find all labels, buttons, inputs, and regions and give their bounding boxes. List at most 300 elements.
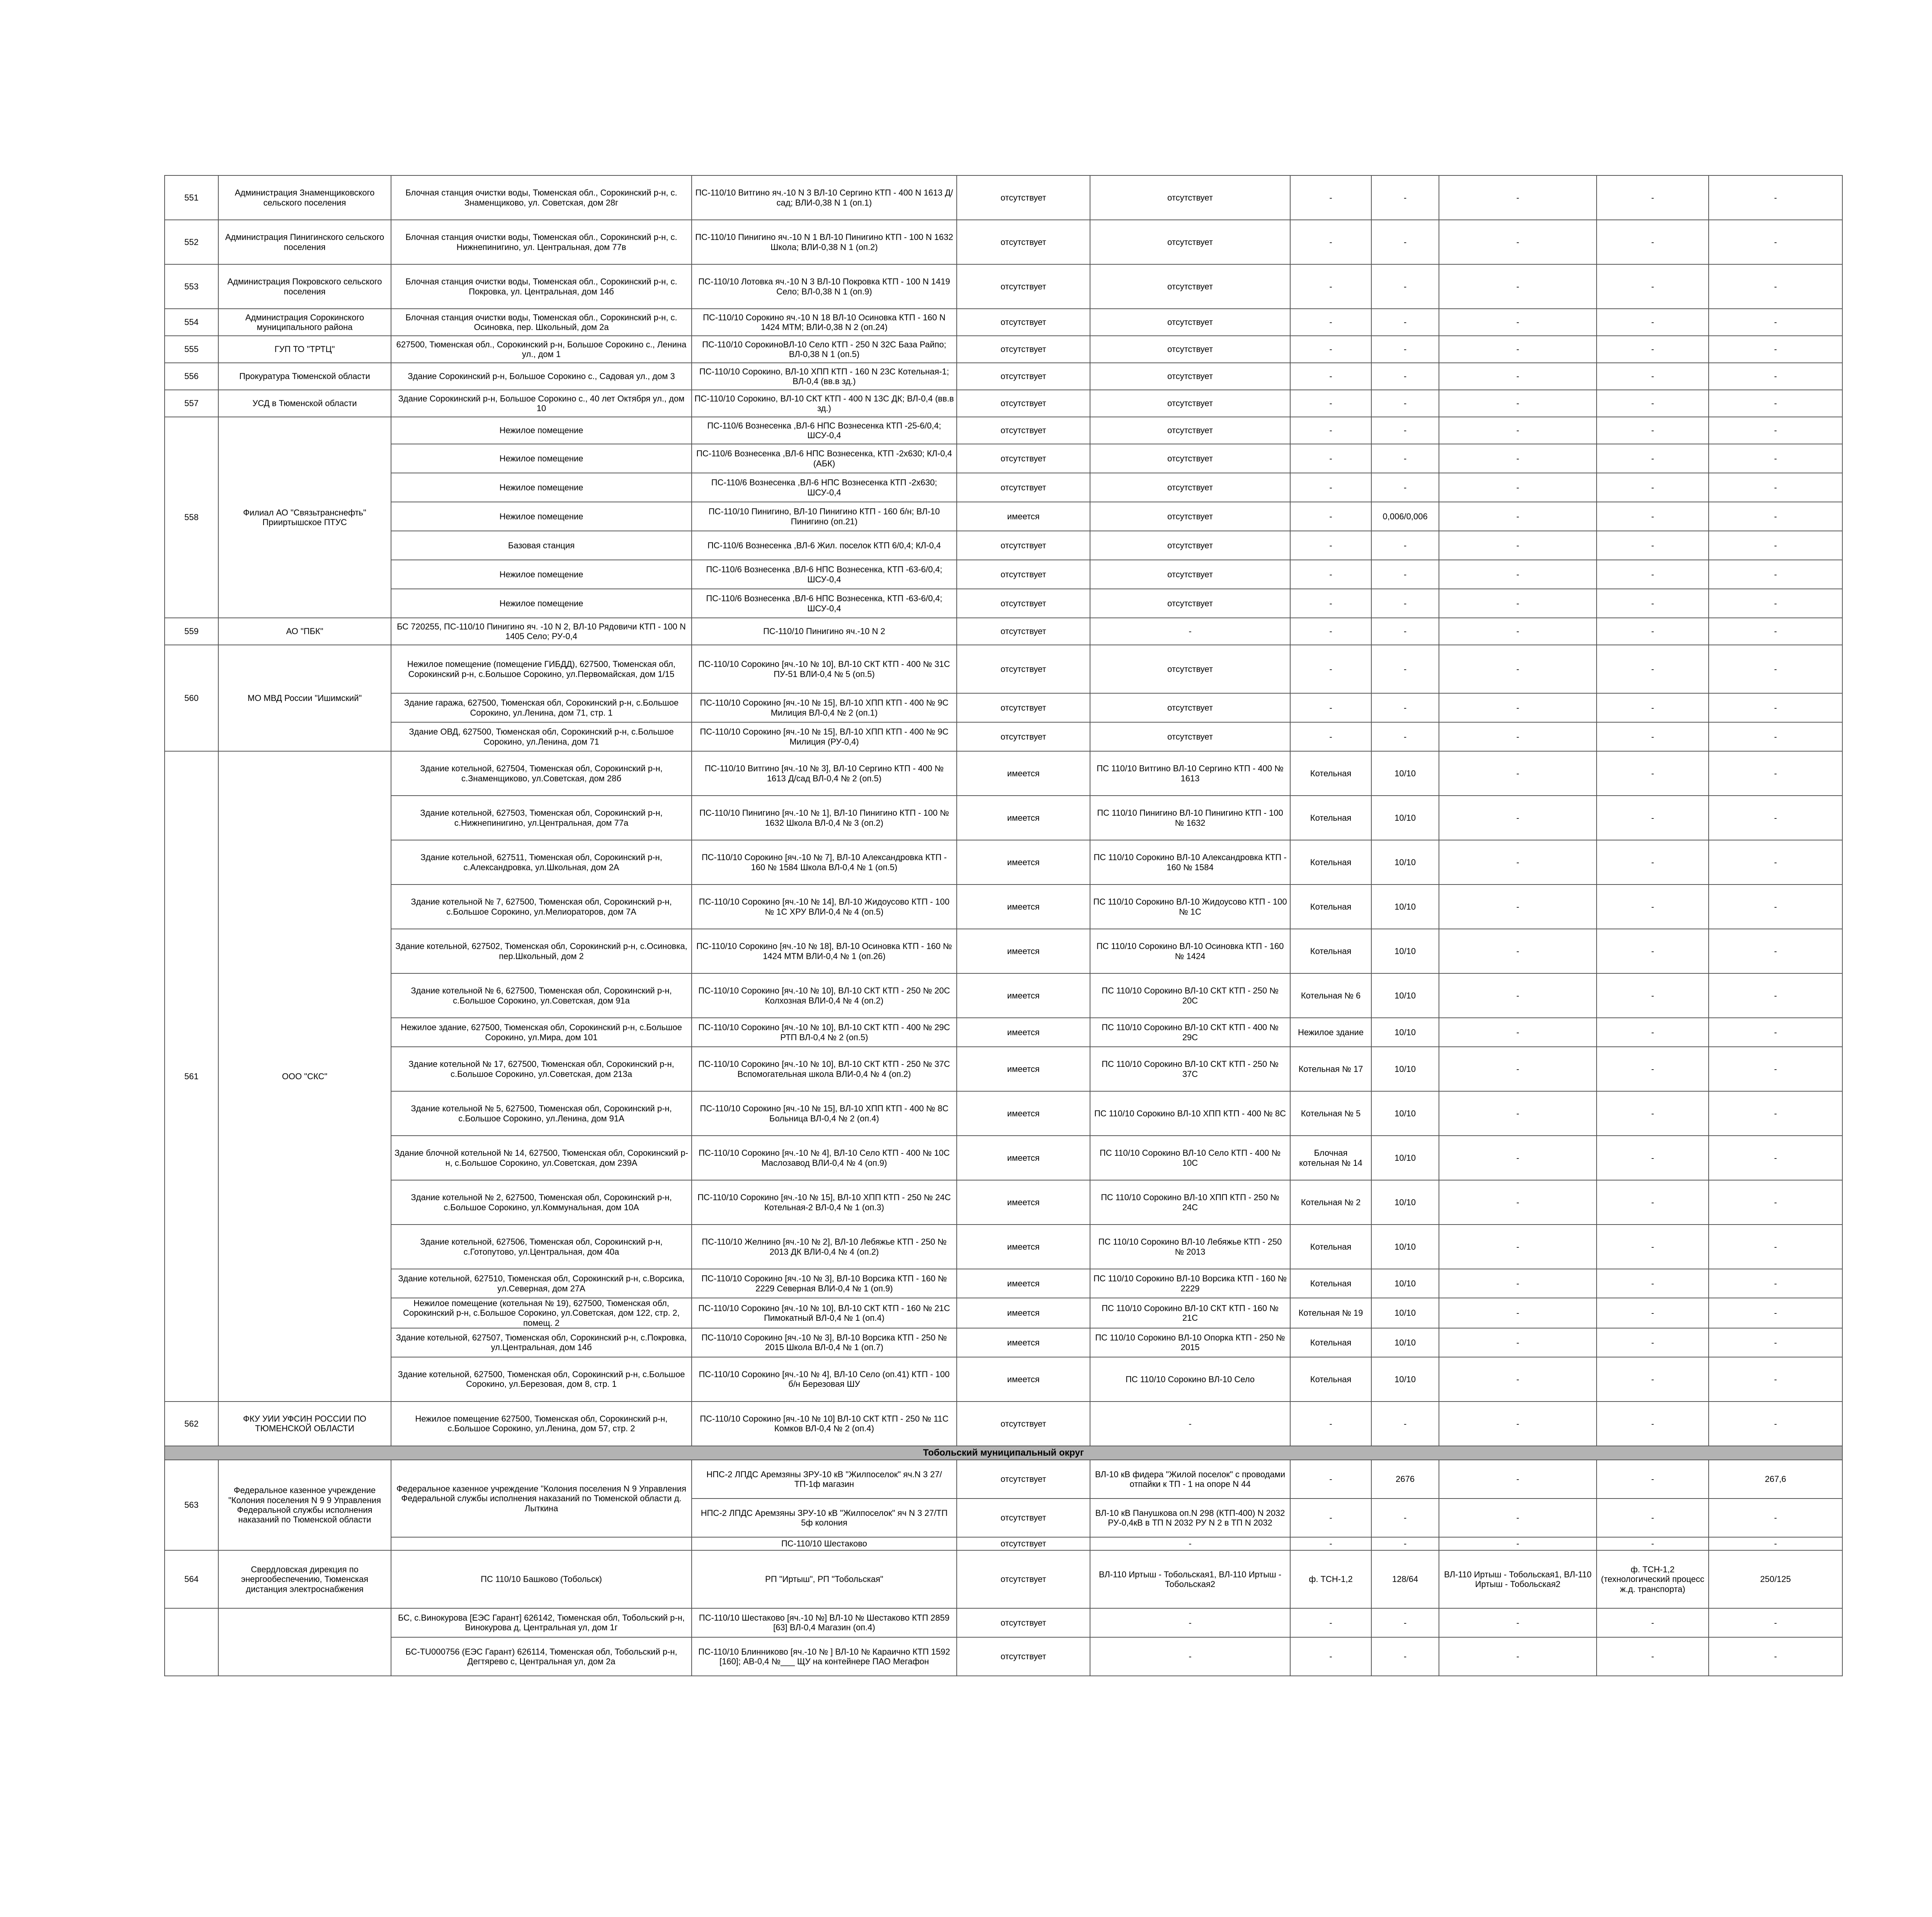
value-cell: - <box>1439 220 1597 264</box>
organization-cell: Администрация Знаменщиковского сельского поселения <box>218 175 391 220</box>
value-cell: ПС 110/10 Сорокино ВЛ-10 Александровка КТП - 160 № 1584 <box>1090 840 1290 885</box>
value-cell: - <box>1439 1298 1597 1328</box>
value-cell: - <box>1371 1637 1439 1676</box>
value-cell: - <box>1597 1357 1709 1402</box>
value-cell: - <box>1597 1269 1709 1298</box>
value-cell: ПС 110/10 Сорокино ВЛ-10 СКТ КТП - 250 № 37С <box>1090 1047 1290 1091</box>
feed-point-cell: ПС-110/10 Витгино яч.-10 N 3 ВЛ-10 Сергино КТП - 400 N 1613 Д/сад; ВЛИ-0,38 N 1 (оп.1) <box>692 175 957 220</box>
object-cell: Федеральное казенное учреждение "Колония поселения N 9 Управления Федеральной службы исполнения наказаний по Тюменской области д. Лыткина <box>391 1460 692 1537</box>
value-cell: - <box>1597 1018 1709 1047</box>
value-cell: отсутствует <box>957 645 1090 693</box>
value-cell: отсутствует <box>957 1637 1090 1676</box>
value-cell: - <box>1439 1136 1597 1180</box>
value-cell: ПС 110/10 Сорокино ВЛ-10 ХПП КТП - 250 № 24С <box>1090 1180 1290 1225</box>
value-cell: - <box>1597 1608 1709 1637</box>
value-cell: - <box>1597 309 1709 336</box>
organization-cell: Федеральное казенное учреждение "Колония поселения N 9 9 Управления Федеральной службы исполнения наказаний по Тюменской области <box>218 1460 391 1550</box>
value-cell: - <box>1371 1402 1439 1446</box>
value-cell: - <box>1709 693 1842 722</box>
value-cell: отсутствует <box>1090 390 1290 417</box>
organization-cell: УСД в Тюменской области <box>218 390 391 417</box>
organization-cell: Администрация Сорокинского муниципального района <box>218 309 391 336</box>
table-row <box>165 1608 1842 1637</box>
value-cell: - <box>1371 1608 1439 1637</box>
value-cell: отсутствует <box>1090 363 1290 390</box>
value-cell: - <box>1439 1499 1597 1537</box>
value-cell: ВЛ-10 кВ фидера "Жилой поселок" с проводами отпайки к ТП - 1 на опоре N 44 <box>1090 1460 1290 1499</box>
value-cell: - <box>1371 264 1439 309</box>
table-row <box>165 645 1842 693</box>
value-cell: - <box>1597 645 1709 693</box>
object-cell: БС-TU000756 (ЕЭС Гарант) 626114, Тюменская обл, Тобольский р-н, Дегтярево с, Центральная ул, дом 2а <box>391 1637 692 1676</box>
value-cell: ПС 110/10 Сорокино ВЛ-10 СКТ КТП - 400 № 29С <box>1090 1018 1290 1047</box>
value-cell: ПС 110/10 Сорокино ВЛ-10 СКТ КТП - 160 № 21С <box>1090 1298 1290 1328</box>
value-cell: отсутствует <box>957 1537 1090 1550</box>
value-cell: ПС 110/10 Сорокино ВЛ-10 ХПП КТП - 400 № 8С <box>1090 1091 1290 1136</box>
table-row <box>165 220 1842 264</box>
value-cell: - <box>1597 417 1709 444</box>
feed-point-cell: ПС-110/10 Сорокино [яч.-10 № 3], ВЛ-10 Ворсика КТП - 160 № 2229 Северная ВЛИ-0,4 № 1 (оп.9) <box>692 1269 957 1298</box>
row-number: 562 <box>165 1402 218 1446</box>
table-row <box>165 1047 1842 1091</box>
value-cell: - <box>1709 1180 1842 1225</box>
organization-cell: МО МВД России "Ишимский" <box>218 645 391 751</box>
value-cell: 10/10 <box>1371 1225 1439 1269</box>
value-cell: - <box>1597 1225 1709 1269</box>
value-cell: отсутствует <box>1090 560 1290 589</box>
value-cell: Котельная <box>1290 1269 1371 1298</box>
value-cell: - <box>1709 220 1842 264</box>
value-cell: - <box>1439 1091 1597 1136</box>
object-cell: Здание ОВД, 627500, Тюменская обл, Сорокинский р-н, с.Большое Сорокино, ул.Ленина, дом 71 <box>391 722 692 751</box>
value-cell: Котельная № 19 <box>1290 1298 1371 1328</box>
value-cell: - <box>1597 693 1709 722</box>
feed-point-cell: ПС-110/10 Блинниково [яч.-10 № ] ВЛ-10 № Караично КТП 1592 [160]; АВ-0,4 №___ ЩУ на контейнере ПАО Мегафон <box>692 1637 957 1676</box>
organization-cell: ФКУ УИИ УФСИН РОССИИ ПО ТЮМЕНСКОЙ ОБЛАСТИ <box>218 1402 391 1446</box>
table-row <box>165 1180 1842 1225</box>
value-cell: отсутствует <box>957 473 1090 502</box>
value-cell: Котельная № 5 <box>1290 1091 1371 1136</box>
value-cell: 10/10 <box>1371 929 1439 973</box>
value-cell: ПС 110/10 Сорокино ВЛ-10 Ворсика КТП - 160 № 2229 <box>1090 1269 1290 1298</box>
row-number: 556 <box>165 363 218 390</box>
organization-cell: АО "ПБК" <box>218 618 391 645</box>
value-cell: - <box>1439 973 1597 1018</box>
object-cell: Здание котельной № 5, 627500, Тюменская обл, Сорокинский р-н, с.Большое Сорокино, ул.Ленина, дом 91А <box>391 1091 692 1136</box>
value-cell: - <box>1439 1537 1597 1550</box>
value-cell: - <box>1597 336 1709 363</box>
value-cell: - <box>1597 560 1709 589</box>
table-row <box>165 531 1842 560</box>
value-cell: - <box>1290 1460 1371 1499</box>
table-row <box>165 1460 1842 1499</box>
value-cell: отсутствует <box>957 693 1090 722</box>
value-cell: - <box>1597 885 1709 929</box>
value-cell: - <box>1709 1637 1842 1676</box>
value-cell: - <box>1371 645 1439 693</box>
value-cell: отсутствует <box>957 220 1090 264</box>
value-cell: отсутствует <box>957 309 1090 336</box>
value-cell: - <box>1597 502 1709 531</box>
feed-point-cell: НПС-2 ЛПДС Аремзяны ЗРУ-10 кВ "Жилпоселок" яч.N 3 27/ТП-1ф магазин <box>692 1460 957 1499</box>
value-cell: имеется <box>957 1225 1090 1269</box>
value-cell: - <box>1371 336 1439 363</box>
value-cell: - <box>1439 1608 1597 1637</box>
value-cell: - <box>1709 264 1842 309</box>
organization-cell: ГУП ТО "ТРТЦ" <box>218 336 391 363</box>
feed-point-cell: ПС-110/10 Сорокино [яч.-10 № 14], ВЛ-10 Жидоусово КТП - 100 № 1С ХРУ ВЛИ-0,4 № 4 (оп.5) <box>692 885 957 929</box>
table-row <box>165 1402 1842 1446</box>
value-cell: - <box>1597 1637 1709 1676</box>
table-row <box>165 693 1842 722</box>
value-cell: - <box>1709 618 1842 645</box>
value-cell: - <box>1090 1537 1290 1550</box>
value-cell: - <box>1439 1402 1597 1446</box>
value-cell: 10/10 <box>1371 885 1439 929</box>
organization-cell: Прокуратура Тюменской области <box>218 363 391 390</box>
value-cell: Котельная <box>1290 751 1371 796</box>
value-cell: - <box>1709 502 1842 531</box>
value-cell: 10/10 <box>1371 1091 1439 1136</box>
feed-point-cell: ПС-110/6 Вознесенка ,ВЛ-6 НПС Вознесенка КТП -2х630; ШСУ-0,4 <box>692 473 957 502</box>
value-cell: отсутствует <box>957 417 1090 444</box>
row-number: 553 <box>165 264 218 309</box>
value-cell: - <box>1709 1298 1842 1328</box>
table-row <box>165 751 1842 796</box>
feed-point-cell: ПС-110/10 Сорокино [яч.-10 № 4], ВЛ-10 Село (оп.41) КТП - 100 б/н Березовая ШУ <box>692 1357 957 1402</box>
value-cell: 10/10 <box>1371 973 1439 1018</box>
table-row <box>165 722 1842 751</box>
value-cell: - <box>1371 589 1439 618</box>
value-cell: - <box>1290 1402 1371 1446</box>
row-number: 563 <box>165 1460 218 1550</box>
value-cell: - <box>1709 175 1842 220</box>
value-cell: - <box>1597 796 1709 840</box>
feed-point-cell: ПС-110/10 Сорокино [яч.-10 № 4], ВЛ-10 Село КТП - 400 № 10С Маслозавод ВЛИ-0,4 № 4 (оп.9) <box>692 1136 957 1180</box>
value-cell: - <box>1439 929 1597 973</box>
value-cell: - <box>1709 1047 1842 1091</box>
row-number: 551 <box>165 175 218 220</box>
value-cell: - <box>1371 390 1439 417</box>
value-cell: - <box>1709 885 1842 929</box>
value-cell: ПС 110/10 Сорокино ВЛ-10 Лебяжье КТП - 250 № 2013 <box>1090 1225 1290 1269</box>
value-cell: Нежилое здание <box>1290 1018 1371 1047</box>
value-cell: 10/10 <box>1371 1180 1439 1225</box>
object-cell: Нежилое помещение (котельная № 19), 627500, Тюменская обл, Сорокинский р-н, с.Большое Сорокино, ул.Советская, дом 122, стр. 2, помещ. 2 <box>391 1298 692 1328</box>
object-cell: Здание котельной, 627502, Тюменская обл, Сорокинский р-н, с.Осиновка, пер.Школьный, дом 2 <box>391 929 692 973</box>
value-cell: отсутствует <box>1090 473 1290 502</box>
value-cell: Котельная № 2 <box>1290 1180 1371 1225</box>
value-cell: 10/10 <box>1371 1357 1439 1402</box>
value-cell: отсутствует <box>1090 220 1290 264</box>
table-row <box>165 1328 1842 1357</box>
row-number: 561 <box>165 751 218 1402</box>
object-cell: БС, с.Винокурова [ЕЭС Гарант] 626142, Тюменская обл, Тобольский р-н, Винокурова д, Центральная ул, дом 1г <box>391 1608 692 1637</box>
value-cell: - <box>1709 417 1842 444</box>
value-cell: ПС 110/10 Пинигино ВЛ-10 Пинигино КТП - 100 № 1632 <box>1090 796 1290 840</box>
feed-point-cell: ПС-110/10 Сорокино, ВЛ-10 СКТ КТП - 400 N 13С ДК; ВЛ-0,4 (вв.в зд.) <box>692 390 957 417</box>
table-row <box>165 840 1842 885</box>
value-cell: - <box>1439 885 1597 929</box>
row-number <box>165 1608 218 1676</box>
value-cell: - <box>1290 309 1371 336</box>
value-cell: - <box>1709 645 1842 693</box>
value-cell: имеется <box>957 1047 1090 1091</box>
value-cell: ПС 110/10 Сорокино ВЛ-10 Село КТП - 400 № 10С <box>1090 1136 1290 1180</box>
value-cell: 10/10 <box>1371 1018 1439 1047</box>
feed-point-cell: ПС-110/10 Сорокино [яч.-10 № 10], ВЛ-10 СКТ КТП - 160 № 21С Пимокатный ВЛ-0,4 № 1 (оп.4) <box>692 1298 957 1328</box>
value-cell: 10/10 <box>1371 751 1439 796</box>
value-cell: - <box>1439 1269 1597 1298</box>
table-row <box>165 1637 1842 1676</box>
feed-point-cell: ПС-110/10 Пинигино яч.-10 N 2 <box>692 618 957 645</box>
value-cell: - <box>1371 693 1439 722</box>
value-cell: - <box>1439 336 1597 363</box>
value-cell: отсутствует <box>1090 175 1290 220</box>
value-cell: - <box>1439 473 1597 502</box>
value-cell: отсутствует <box>957 1460 1090 1499</box>
value-cell: - <box>1439 363 1597 390</box>
value-cell: - <box>1290 502 1371 531</box>
data-table <box>164 175 1843 1676</box>
value-cell: отсутствует <box>957 444 1090 473</box>
value-cell: - <box>1709 309 1842 336</box>
object-cell: Здание котельной, 627506, Тюменская обл, Сорокинский р-н, с.Готопутово, ул.Центральная, дом 40а <box>391 1225 692 1269</box>
value-cell: имеется <box>957 751 1090 796</box>
feed-point-cell: ПС-110/10 Сорокино [яч.-10 № 15], ВЛ-10 ХПП КТП - 400 № 8С Больница ВЛ-0,4 № 2 (оп.4) <box>692 1091 957 1136</box>
value-cell: ПС 110/10 Сорокино ВЛ-10 СКТ КТП - 250 № 20С <box>1090 973 1290 1018</box>
value-cell: - <box>1439 751 1597 796</box>
table-row <box>165 618 1842 645</box>
value-cell: - <box>1290 618 1371 645</box>
value-cell: - <box>1439 1357 1597 1402</box>
value-cell: - <box>1439 645 1597 693</box>
feed-point-cell: ПС-110/10 СорокиноВЛ-10 Село КТП - 250 N 32С База Райпо; ВЛ-0,38 N 1 (оп.5) <box>692 336 957 363</box>
value-cell: отсутствует <box>957 1499 1090 1537</box>
value-cell: - <box>1709 1608 1842 1637</box>
feed-point-cell: ПС-110/10 Сорокино [яч.-10 № 15], ВЛ-10 ХПП КТП - 250 № 24С Котельная-2 ВЛ-0,4 № 1 (оп.3) <box>692 1180 957 1225</box>
value-cell: - <box>1597 840 1709 885</box>
value-cell: - <box>1290 1608 1371 1637</box>
object-cell: 627500, Тюменская обл., Сорокинский р-н, Большое Сорокино с., Ленина ул., дом 1 <box>391 336 692 363</box>
table-row <box>165 264 1842 309</box>
value-cell: - <box>1371 363 1439 390</box>
table-row <box>165 1225 1842 1269</box>
value-cell: - <box>1709 444 1842 473</box>
organization-cell: Администрация Покровского сельского поселения <box>218 264 391 309</box>
value-cell: - <box>1597 1091 1709 1136</box>
value-cell: отсутствует <box>1090 309 1290 336</box>
value-cell: - <box>1439 840 1597 885</box>
value-cell: - <box>1439 722 1597 751</box>
value-cell: - <box>1709 1225 1842 1269</box>
value-cell: отсутствует <box>957 618 1090 645</box>
table-row <box>165 885 1842 929</box>
value-cell: - <box>1290 220 1371 264</box>
value-cell: ПС 110/10 Сорокино ВЛ-10 Осиновка КТП - 160 № 1424 <box>1090 929 1290 973</box>
value-cell: - <box>1290 264 1371 309</box>
value-cell: - <box>1597 1537 1709 1550</box>
table-row <box>165 589 1842 618</box>
value-cell: - <box>1290 1537 1371 1550</box>
value-cell: имеется <box>957 1298 1090 1328</box>
object-cell: Здание котельной, 627504, Тюменская обл, Сорокинский р-н, с.Знаменщиково, ул.Советская, дом 28б <box>391 751 692 796</box>
value-cell: отсутствует <box>1090 693 1290 722</box>
table-row <box>165 1269 1842 1298</box>
value-cell: ПС 110/10 Сорокино ВЛ-10 Опорка КТП - 250 № 2015 <box>1090 1328 1290 1357</box>
table-row <box>165 796 1842 840</box>
row-number: 554 <box>165 309 218 336</box>
table-row <box>165 363 1842 390</box>
feed-point-cell: ПС-110/10 Сорокино [яч.-10 № 15], ВЛ-10 ХПП КТП - 400 № 9С Милиция ВЛ-0,4 № 2 (оп.1) <box>692 693 957 722</box>
value-cell: - <box>1709 1499 1842 1537</box>
value-cell: - <box>1290 444 1371 473</box>
value-cell: - <box>1709 840 1842 885</box>
value-cell: отсутствует <box>957 336 1090 363</box>
value-cell: ф. ТСН-1,2 <box>1290 1550 1371 1608</box>
value-cell: имеется <box>957 840 1090 885</box>
value-cell: ф. ТСН-1,2 (технологический процесс ж.д. транспорта) <box>1597 1550 1709 1608</box>
object-cell: Здание котельной № 7, 627500, Тюменская обл, Сорокинский р-н, с.Большое Сорокино, ул.Мелиораторов, дом 7А <box>391 885 692 929</box>
value-cell: - <box>1709 722 1842 751</box>
feed-point-cell: ПС-110/10 Пинигино, ВЛ-10 Пинигино КТП - 160 б/н; ВЛ-10 Пинигино (оп.21) <box>692 502 957 531</box>
value-cell: отсутствует <box>1090 502 1290 531</box>
value-cell: ПС 110/10 Витгино ВЛ-10 Сергино КТП - 400 № 1613 <box>1090 751 1290 796</box>
value-cell: Котельная № 6 <box>1290 973 1371 1018</box>
row-number: 552 <box>165 220 218 264</box>
value-cell: 10/10 <box>1371 1136 1439 1180</box>
value-cell: отсутствует <box>957 589 1090 618</box>
value-cell: отсутствует <box>1090 531 1290 560</box>
value-cell: - <box>1290 336 1371 363</box>
feed-point-cell: ПС-110/6 Вознесенка ,ВЛ-6 НПС Вознесенка, КТП -63-6/0,4; ШСУ-0,4 <box>692 560 957 589</box>
object-cell <box>391 1537 692 1550</box>
value-cell: отсутствует <box>957 1550 1090 1608</box>
object-cell: Здание котельной № 6, 627500, Тюменская обл, Сорокинский р-н, с.Большое Сорокино, ул.Советская, дом 91а <box>391 973 692 1018</box>
feed-point-cell: ПС-110/10 Сорокино яч.-10 N 18 ВЛ-10 Осиновка КТП - 160 N 1424 МТМ; ВЛИ-0,38 N 2 (оп.24) <box>692 309 957 336</box>
value-cell: имеется <box>957 796 1090 840</box>
table-row <box>165 1357 1842 1402</box>
value-cell: отсутствует <box>1090 264 1290 309</box>
value-cell: - <box>1439 444 1597 473</box>
organization-cell: ООО "СКС" <box>218 751 391 1402</box>
value-cell: имеется <box>957 1328 1090 1357</box>
value-cell: - <box>1597 1298 1709 1328</box>
value-cell: - <box>1709 589 1842 618</box>
value-cell: Котельная <box>1290 1328 1371 1357</box>
object-cell: Здание гаража, 627500, Тюменская обл, Сорокинский р-н, с.Большое Сорокино, ул.Ленина, дом 71, стр. 1 <box>391 693 692 722</box>
feed-point-cell: ПС-110/10 Пинигино [яч.-10 № 1], ВЛ-10 Пинигино КТП - 100 № 1632 Школа ВЛ-0,4 № 3 (оп.2) <box>692 796 957 840</box>
organization-cell: Администрация Пинигинского сельского поселения <box>218 220 391 264</box>
feed-point-cell: ПС-110/10 Шестаково [яч.-10 №] ВЛ-10 № Шестаково КТП 2859 [63] ВЛ-0,4 Магазин (оп.4) <box>692 1608 957 1637</box>
organization-cell: Свердловская дирекция по энергообеспечению, Тюменская дистанция электроснабжения <box>218 1550 391 1608</box>
value-cell: имеется <box>957 1136 1090 1180</box>
row-number: 555 <box>165 336 218 363</box>
value-cell: Блочная котельная № 14 <box>1290 1136 1371 1180</box>
value-cell: ВЛ-110 Иртыш - Тобольская1, ВЛ-110 Иртыш - Тобольская2 <box>1439 1550 1597 1608</box>
object-cell: Блочная станция очистки воды, Тюменская обл., Сорокинский р-н, с. Осиновка, пер. Школьный, дом 2а <box>391 309 692 336</box>
value-cell: - <box>1709 1269 1842 1298</box>
value-cell: ПС 110/10 Сорокино ВЛ-10 Жидоусово КТП - 100 № 1С <box>1090 885 1290 929</box>
value-cell: - <box>1597 1402 1709 1446</box>
table-row <box>165 1537 1842 1550</box>
value-cell: - <box>1597 175 1709 220</box>
value-cell: - <box>1090 1402 1290 1446</box>
value-cell: - <box>1290 645 1371 693</box>
value-cell: - <box>1290 417 1371 444</box>
object-cell: Здание котельной, 627511, Тюменская обл, Сорокинский р-н, с.Александровка, ул.Школьная, дом 2А <box>391 840 692 885</box>
table-row <box>165 473 1842 502</box>
value-cell: - <box>1371 722 1439 751</box>
value-cell: - <box>1597 473 1709 502</box>
value-cell: - <box>1597 1180 1709 1225</box>
feed-point-cell: ПС-110/6 Вознесенка ,ВЛ-6 НПС Вознесенка, КТП -63-6/0,4; ШСУ-0,4 <box>692 589 957 618</box>
table-row <box>165 560 1842 589</box>
value-cell: - <box>1371 531 1439 560</box>
value-cell: имеется <box>957 502 1090 531</box>
value-cell: 267,6 <box>1709 1460 1842 1499</box>
value-cell: - <box>1597 531 1709 560</box>
table-row <box>165 929 1842 973</box>
feed-point-cell: ПС-110/6 Вознесенка ,ВЛ-6 НПС Вознесенка, КТП -2х630; КЛ-0,4 (АБК) <box>692 444 957 473</box>
object-cell: Нежилое помещение <box>391 444 692 473</box>
feed-point-cell: ПС-110/10 Шестаково <box>692 1537 957 1550</box>
table-row <box>165 175 1842 220</box>
value-cell: Котельная <box>1290 840 1371 885</box>
value-cell: - <box>1439 693 1597 722</box>
table-row <box>165 502 1842 531</box>
object-cell: Здание котельной, 627507, Тюменская обл, Сорокинский р-н, с.Покровка, ул.Центральная, дом 14б <box>391 1328 692 1357</box>
table-row <box>165 1550 1842 1608</box>
value-cell: - <box>1597 722 1709 751</box>
value-cell: - <box>1597 264 1709 309</box>
value-cell: - <box>1371 1537 1439 1550</box>
value-cell: - <box>1439 1180 1597 1225</box>
value-cell: отсутствует <box>957 531 1090 560</box>
value-cell: - <box>1709 363 1842 390</box>
value-cell: - <box>1597 618 1709 645</box>
object-cell: Нежилое помещение 627500, Тюменская обл, Сорокинский р-н, с.Большое Сорокино, ул.Ленина, дом 57, стр. 2 <box>391 1402 692 1446</box>
value-cell: отсутствует <box>957 1608 1090 1637</box>
value-cell: имеется <box>957 1018 1090 1047</box>
object-cell: Здание котельной, 627510, Тюменская обл, Сорокинский р-н, с.Ворсика, ул.Северная, дом 27А <box>391 1269 692 1298</box>
value-cell: - <box>1439 309 1597 336</box>
object-cell: Здание котельной № 17, 627500, Тюменская обл, Сорокинский р-н, с.Большое Сорокино, ул.Советская, дом 213а <box>391 1047 692 1091</box>
feed-point-cell: ПС-110/10 Сорокино [яч.-10 № 7], ВЛ-10 Александровка КТП - 160 № 1584 Школа ВЛ-0,4 № 1 (оп.5) <box>692 840 957 885</box>
value-cell: - <box>1709 1091 1842 1136</box>
feed-point-cell: ПС-110/10 Сорокино [яч.-10 № 18], ВЛ-10 Осиновка КТП - 160 № 1424 МТМ ВЛИ-0,4 № 1 (оп.26) <box>692 929 957 973</box>
value-cell: 10/10 <box>1371 1328 1439 1357</box>
object-cell: Нежилое помещение (помещение ГИБДД), 627500, Тюменская обл, Сорокинский р-н, с.Большое Сорокино, ул.Первомайская, дом 1/15 <box>391 645 692 693</box>
value-cell: - <box>1439 175 1597 220</box>
feed-point-cell: ПС-110/10 Желнино [яч.-10 № 2], ВЛ-10 Лебяжье КТП - 250 № 2013 ДК ВЛИ-0,4 № 4 (оп.2) <box>692 1225 957 1269</box>
organization-cell <box>218 1608 391 1676</box>
value-cell: - <box>1709 1136 1842 1180</box>
feed-point-cell: ПС-110/10 Лотовка яч.-10 N 3 ВЛ-10 Покровка КТП - 100 N 1419 Село; ВЛ-0,38 N 1 (оп.9) <box>692 264 957 309</box>
feed-point-cell: ПС-110/10 Сорокино [яч.-10 № 10] ВЛ-10 СКТ КТП - 250 № 11С Комков ВЛ-0,4 № 2 (оп.4) <box>692 1402 957 1446</box>
value-cell: - <box>1371 618 1439 645</box>
value-cell: - <box>1439 264 1597 309</box>
value-cell: - <box>1371 560 1439 589</box>
value-cell: - <box>1709 390 1842 417</box>
value-cell: - <box>1439 1460 1597 1499</box>
value-cell: отсутствует <box>957 1402 1090 1446</box>
value-cell: - <box>1371 417 1439 444</box>
row-number: 558 <box>165 417 218 618</box>
value-cell: - <box>1290 473 1371 502</box>
feed-point-cell: ПС-110/10 Витгино [яч.-10 № 3], ВЛ-10 Сергино КТП - 400 № 1613 Д/сад ВЛ-0,4 № 2 (оп.5) <box>692 751 957 796</box>
value-cell: имеется <box>957 885 1090 929</box>
